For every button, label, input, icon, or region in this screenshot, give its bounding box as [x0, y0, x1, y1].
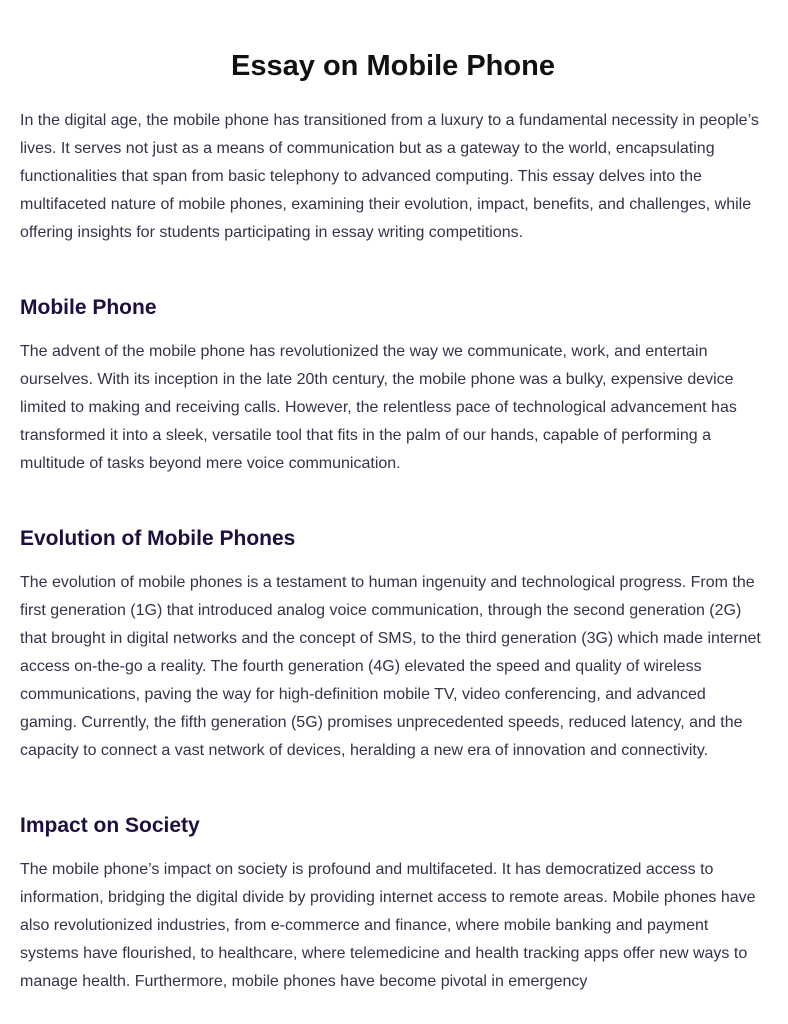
section-heading: Mobile Phone — [20, 296, 157, 319]
intro-paragraph: In the digital age, the mobile phone has transitioned from a luxury to a fundamental necessity in people’s lives. It serves not just as a means of communication but as a gateway to the world, encapsulating functionalities that span from basic telephony to advanced computing. This essay delves into the multifaceted nature of mobile phones, examining their evolution, impact, benefits, and challenges, while offering insights for students participating in essay writing competitions. — [20, 112, 759, 241]
section-paragraph: The evolution of mobile phones is a testament to human ingenuity and technological progress. From the first generation (1G) that introduced analog voice communication, through the second generation (2G) that brought in digital networks and the concept of SMS, to the third generation (3G) which made internet access on-the-go a reality. The fourth generation (4G) elevated the speed and quality of wireless communications, paving the way for high-definition mobile TV, video conferencing, and advanced gaming. Currently, the fifth generation (5G) promises unprecedented speeds, reduced latency, and the capacity to connect a vast network of devices, heralding a new era of innovation and connectivity. — [20, 574, 761, 759]
section-paragraph: The advent of the mobile phone has revolutionized the way we communicate, work, and entertain ourselves. With its inception in the late 20th century, the mobile phone was a bulky, expensive device limited to making and receiving calls. However, the relentless pace of technological advancement has transformed it into a sleek, versatile tool that fits in the palm of our hands, capable of performing a multitude of tasks beyond mere voice communication. — [20, 343, 737, 472]
section-paragraph: The mobile phone’s impact on society is profound and multifaceted. It has democratized access to information, bridging the digital divide by providing internet access to remote areas. Mobile phones have also revolutionized industries, from e-commerce and finance, where mobile banking and payment systems have flourished, to healthcare, where telemedicine and health tracking apps offer new ways to manage health. Furthermore, mobile phones have become pivotal in emergency — [20, 861, 756, 990]
section-impact — [20, 812, 766, 996]
section-heading: Impact on Society — [20, 814, 200, 837]
section-mobile-phone — [20, 294, 766, 478]
page-title: Essay on Mobile Phone — [231, 50, 555, 82]
section-heading: Evolution of Mobile Phones — [20, 527, 296, 550]
section-evolution — [20, 525, 766, 765]
